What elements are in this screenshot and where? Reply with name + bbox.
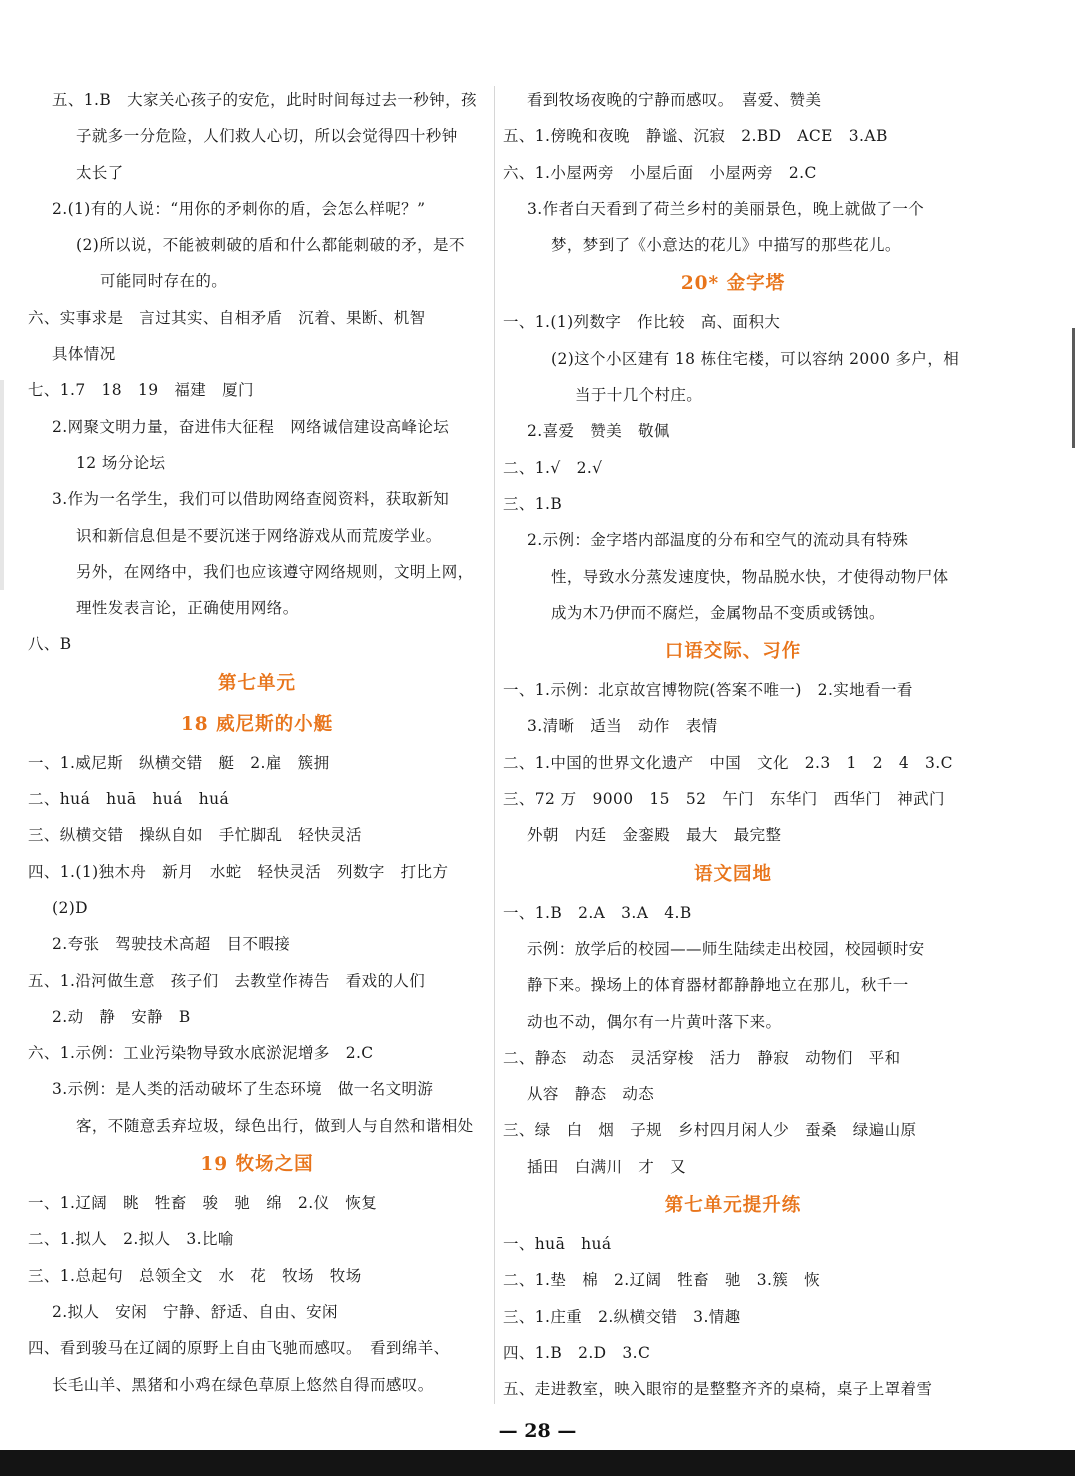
- column-divider: [494, 86, 495, 1404]
- page-number: — 28 —: [498, 1420, 577, 1442]
- answer-line: 性，导致水分蒸发速度快，物品脱水快，才使得动物尸体: [551, 567, 949, 586]
- answer-line: 六、实事求是 言过其实、自相矛盾 沉着、果断、机智: [28, 308, 426, 327]
- answer-line: 3.作为一名学生，我们可以借助网络查阅资料，获取新知: [52, 490, 450, 509]
- answer-line: 可能同时存在的。: [100, 272, 228, 291]
- answer-line: 示例：放学后的校园——师生陆续走出校园，校园顿时安: [527, 939, 925, 958]
- answer-line: 一、1.威尼斯 纵横交错 艇 2.雇 簇拥: [28, 753, 330, 772]
- answer-line: (2)所以说，不能被刺破的盾和什么都能刺破的矛，是不: [76, 236, 465, 255]
- answer-line: 二、huá huā huá huá: [28, 790, 230, 809]
- right-column: [503, 82, 963, 1408]
- answer-line: (2)这个小区建有 18 栋住宅楼，可以容纳 2000 多户，相: [551, 349, 960, 368]
- answer-line: 六、1.示例：工业污染物导致水底淤泥增多 2.C: [28, 1044, 374, 1063]
- answer-line: 四、1.(1)独木舟 新月 水蛇 轻快灵活 列数字 打比方: [28, 862, 449, 881]
- binding-shadow: [0, 380, 4, 590]
- answer-line: 四、1.B 2.D 3.C: [503, 1343, 651, 1362]
- answer-line: 一、1.示例：北京故宫博物院(答案不唯一) 2.实地看一看: [503, 681, 913, 700]
- answer-line: 五、1.B 大家关心孩子的安危，此时时间每过去一秒钟，孩: [52, 91, 477, 109]
- answer-line: 3.示例：是人类的活动破坏了生态环境 做一名文明游: [52, 1080, 434, 1099]
- answer-line: 二、静态 动态 灵活穿梭 活力 静寂 动物们 平和: [503, 1048, 901, 1067]
- answer-line: 四、看到骏马在辽阔的原野上自由飞驰而感叹。 看到绵羊、: [28, 1339, 450, 1358]
- answer-line: 七、1.7 18 19 福建 厦门: [28, 381, 254, 400]
- answer-line: 2.网聚文明力量，奋进伟大征程 网络诚信建设高峰论坛: [52, 417, 450, 436]
- answer-line: 理性发表言论，正确使用网络。: [76, 599, 299, 618]
- answer-line: 三、1.总起句 总领全文 水 花 牧场 牧场: [28, 1266, 362, 1285]
- answer-line: 二、1.中国的世界文化遗产 中国 文化 2.3 1 2 4 3.C: [503, 753, 953, 772]
- answer-line: 长毛山羊、黑猪和小鸡在绿色草原上悠然自得而感叹。: [52, 1375, 434, 1394]
- answer-line: 五、1.傍晚和夜晚 静谧、沉寂 2.BD ACE 3.AB: [503, 127, 888, 146]
- answer-line: 3.作者白天看到了荷兰乡村的美丽景色，晚上就做了一个: [527, 199, 925, 218]
- answer-line: 三、1.庄重 2.纵横交错 3.情趣: [503, 1307, 741, 1326]
- answer-line: 一、1.辽阔 眺 牲畜 骏 驰 绵 2.仪 恢复: [28, 1194, 378, 1213]
- answer-line: 三、绿 白 烟 子规 乡村四月闲人少 蚕桑 绿遍山原: [503, 1121, 917, 1140]
- answer-line: 2.夸张 驾驶技术高超 目不暇接: [52, 935, 291, 954]
- section-heading: 口语交际、习作: [664, 641, 802, 663]
- answer-line: 客，不随意丢弃垃圾，绿色出行，做到人与自然和谐相处: [76, 1116, 474, 1135]
- answer-line: 五、走进教室，映入眼帘的是整整齐齐的桌椅，桌子上罩着雪: [503, 1380, 933, 1399]
- answer-line: 二、1.√ 2.√: [503, 458, 603, 477]
- answer-line: 插田 白满川 才 又: [527, 1157, 687, 1176]
- section-heading: 18 威尼斯的小艇: [180, 713, 334, 735]
- answer-line: 12 场分论坛: [76, 453, 166, 472]
- answer-line: 2.示例：金字塔内部温度的分布和空气的流动具有特殊: [527, 531, 909, 550]
- answer-line: 2.拟人 安闲 宁静、舒适、自由、安闲: [52, 1302, 338, 1321]
- section-heading: 第七单元: [217, 672, 296, 694]
- answer-line: 外朝 内廷 金銮殿 最大 最完整: [527, 826, 782, 845]
- answer-line: 太长了: [76, 163, 124, 182]
- answer-line: 动也不动，偶尔有一片黄叶落下来。: [527, 1012, 782, 1031]
- answer-line: 3.清晰 适当 动作 表情: [527, 717, 718, 736]
- section-heading: 20* 金字塔: [680, 273, 786, 295]
- answer-line: 子就多一分危险，人们救人心切，所以会觉得四十秒钟: [76, 127, 458, 146]
- answer-line: 六、1.小屋两旁 小屋后面 小屋两旁 2.C: [503, 163, 817, 182]
- answer-line: 三、1.B: [503, 494, 563, 513]
- answer-line: 二、1.垫 棉 2.辽阔 牲畜 驰 3.簇 恢: [503, 1271, 821, 1290]
- answer-line: 从容 静态 动态: [527, 1085, 655, 1104]
- answer-line: 一、1.(1)列数字 作比较 高、面积大: [503, 313, 781, 332]
- answer-line: 2.(1)有的人说：“用你的矛刺你的盾，会怎么样呢？”: [52, 199, 426, 218]
- answer-line: 另外，在网络中，我们也应该遵守网络规则，文明上网，: [76, 562, 474, 581]
- answer-line: 2.喜爱 赞美 敬佩: [527, 422, 670, 441]
- answer-line: 成为木乃伊而不腐烂，金属物品不变质或锈蚀。: [551, 603, 885, 622]
- answer-line: 梦，梦到了《小意达的花儿》中描写的那些花儿。: [551, 236, 901, 255]
- answer-line: 八、B: [28, 635, 72, 654]
- answer-line: 具体情况: [52, 345, 116, 364]
- section-heading: 语文园地: [693, 863, 772, 885]
- answer-line: 静下来。操场上的体育器材都静静地立在那儿，秋千一: [527, 976, 909, 995]
- section-heading: 19 牧场之国: [200, 1154, 314, 1176]
- section-heading: 第七单元提升练: [664, 1195, 802, 1217]
- answer-line: 识和新信息但是不要沉迷于网络游戏从而荒废学业。: [76, 526, 442, 545]
- answer-line: 2.动 静 安静 B: [52, 1007, 191, 1026]
- answer-line: 当于十几个村庄。: [575, 386, 703, 405]
- answer-line: 一、huā huá: [503, 1235, 612, 1254]
- answer-line: 一、1.B 2.A 3.A 4.B: [503, 903, 692, 922]
- answer-line: 五、1.沿河做生意 孩子们 去教堂作祷告 看戏的人们: [28, 971, 426, 990]
- scan-bottom-edge: [0, 1450, 1075, 1476]
- answer-line: 看到牧场夜晚的宁静而感叹。 喜爱、赞美: [527, 91, 822, 109]
- left-column: [28, 82, 486, 1403]
- answer-line: (2)D: [52, 898, 88, 917]
- answer-line: 二、1.拟人 2.拟人 3.比喻: [28, 1230, 234, 1249]
- answer-line: 三、纵横交错 操纵自如 手忙脚乱 轻快灵活: [28, 826, 362, 845]
- answer-line: 三、72 万 9000 15 52 午门 东华门 西华门 神武门: [503, 790, 945, 809]
